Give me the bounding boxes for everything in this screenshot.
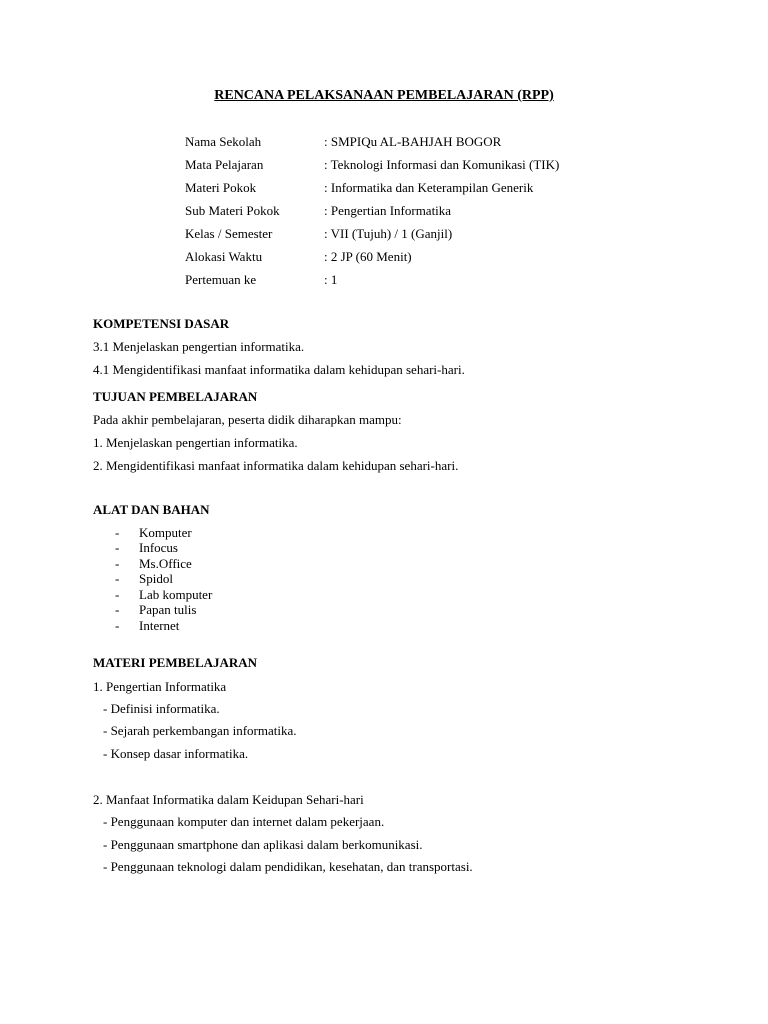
- list-bullet: -: [115, 525, 120, 540]
- materi-item: - Definisi informatika.: [103, 701, 220, 716]
- identity-value-topic: : Informatika dan Keterampilan Generik: [324, 180, 534, 195]
- list-bullet: -: [115, 556, 120, 571]
- list-bullet: -: [115, 618, 120, 633]
- identity-label-meeting: Pertemuan ke: [185, 272, 257, 287]
- kompetensi-item: 4.1 Mengidentifikasi manfaat informatika dalam kehidupan sehari-hari.: [93, 362, 465, 377]
- list-item: Lab komputer: [139, 587, 213, 602]
- list-item: Internet: [139, 618, 180, 633]
- identity-label-time: Alokasi Waktu: [185, 249, 263, 264]
- list-item: Spidol: [139, 571, 173, 586]
- list-item: Ms.Office: [139, 556, 192, 571]
- list-bullet: -: [115, 571, 120, 586]
- list-bullet: -: [115, 602, 120, 617]
- tujuan-item: 1. Menjelaskan pengertian informatika.: [93, 435, 298, 450]
- tujuan-intro: Pada akhir pembelajaran, peserta didik diharapkan mampu:: [93, 412, 402, 427]
- tujuan-item: 2. Mengidentifikasi manfaat informatika dalam kehidupan sehari-hari.: [93, 458, 459, 473]
- identity-value-time: : 2 JP (60 Menit): [324, 249, 412, 264]
- identity-label-subject: Mata Pelajaran: [185, 157, 264, 172]
- identity-value-subject: : Teknologi Informasi dan Komunikasi (TIK): [324, 157, 560, 172]
- list-bullet: -: [115, 540, 120, 555]
- materi-heading: MATERI PEMBELAJARAN: [93, 655, 258, 670]
- kompetensi-heading: KOMPETENSI DASAR: [93, 316, 230, 331]
- materi-section-title: 2. Manfaat Informatika dalam Keidupan Sehari-hari: [93, 792, 364, 807]
- identity-value-class: : VII (Tujuh) / 1 (Ganjil): [324, 226, 453, 241]
- document-title: RENCANA PELAKSANAAN PEMBELAJARAN (RPP): [214, 88, 554, 103]
- alat-heading: ALAT DAN BAHAN: [93, 502, 210, 517]
- materi-item: - Penggunaan teknologi dalam pendidikan, kesehatan, dan transportasi.: [103, 859, 473, 874]
- list-bullet: -: [115, 587, 120, 602]
- list-item: Papan tulis: [139, 602, 197, 617]
- identity-label-topic: Materi Pokok: [185, 180, 257, 195]
- kompetensi-item: 3.1 Menjelaskan pengertian informatika.: [93, 339, 305, 354]
- identity-label-school: Nama Sekolah: [185, 134, 262, 149]
- materi-item: - Konsep dasar informatika.: [103, 746, 249, 761]
- identity-value-subtopic: : Pengertian Informatika: [324, 203, 452, 218]
- identity-label-class: Kelas / Semester: [185, 226, 273, 241]
- identity-label-subtopic: Sub Materi Pokok: [185, 203, 280, 218]
- identity-value-school: : SMPIQu AL-BAHJAH BOGOR: [324, 134, 502, 149]
- materi-item: - Sejarah perkembangan informatika.: [103, 723, 297, 738]
- materi-item: - Penggunaan komputer dan internet dalam pekerjaan.: [103, 814, 385, 829]
- identity-value-meeting: : 1: [324, 272, 338, 287]
- list-item: Komputer: [139, 525, 192, 540]
- materi-section-title: 1. Pengertian Informatika: [93, 679, 227, 694]
- materi-item: - Penggunaan smartphone dan aplikasi dalam berkomunikasi.: [103, 837, 423, 852]
- list-item: Infocus: [139, 540, 178, 555]
- tujuan-heading: TUJUAN PEMBELAJARAN: [93, 389, 258, 404]
